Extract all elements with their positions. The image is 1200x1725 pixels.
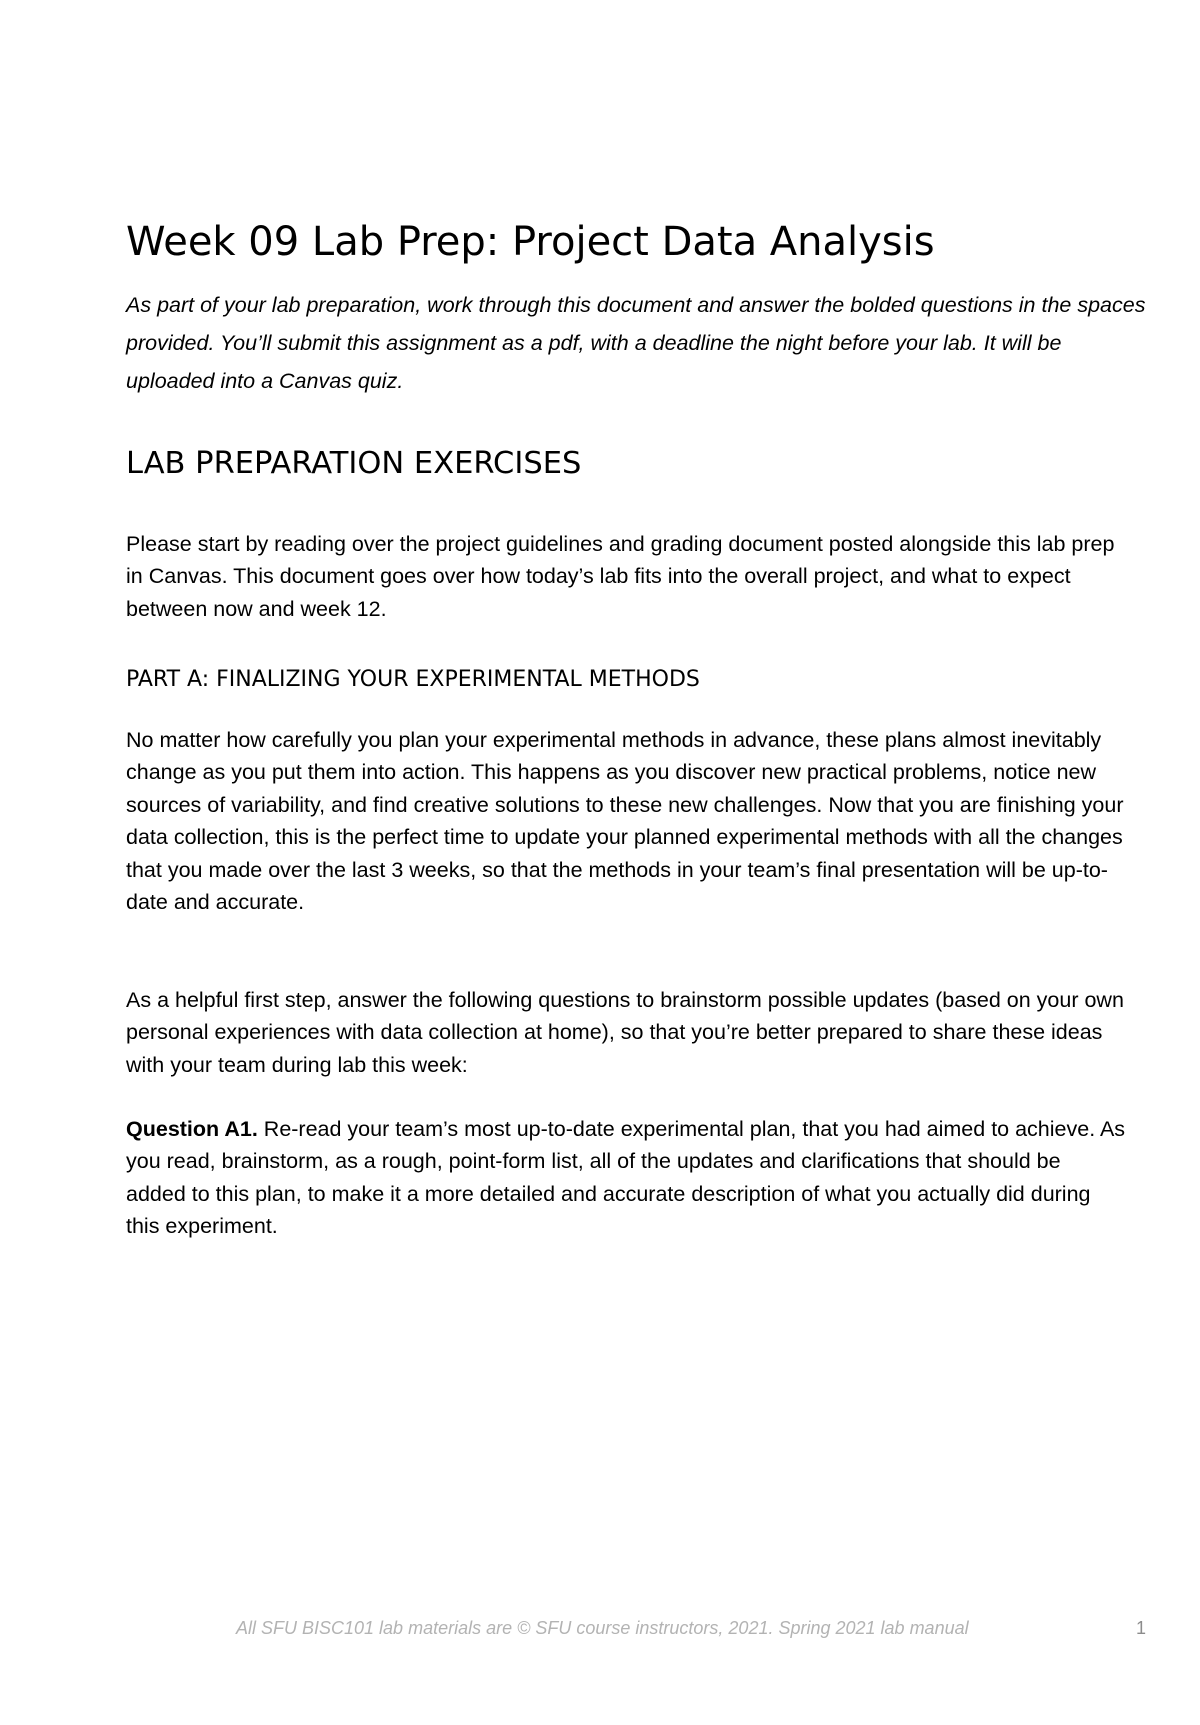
question-a1-text: Re-read your team’s most up-to-date experimental plan, that you had aimed to achieve. As you read, brainstorm, as a rough, point-form list, all of the updates and clarifications that should be added to this plan, to make it a more detailed and accurate description of what you actually did during this experiment.	[126, 1117, 1126, 1239]
footer-copyright: All SFU BISC101 lab materials are © SFU course instructors, 2021. Spring 2021 lab manual	[236, 1618, 969, 1638]
intro-instructions: As part of your lab preparation, work through this document and answer the bolded questions in the spaces provided. You’ll submit this assignment as a pdf, with a deadline the night before your lab. It will be uploaded into a Canvas quiz.	[126, 293, 1146, 393]
part-a-paragraph-methods: No matter how carefully you plan your experimental methods in advance, these plans almost inevitably change as you put them into action. This happens as you discover new practical problems, notice new sources of variability, and find creative solutions to these new challenges. Now that you are finishing your data collection, this is the perfect time to update your planned experimental methods with all the changes that you made over the last 3 weeks, so that the methods in your team’s final presentation will be up-to-date and accurate.	[126, 728, 1124, 915]
section-heading-lab-preparation: LAB PREPARATION EXERCISES	[126, 446, 582, 481]
page-number: 1	[1136, 1618, 1147, 1638]
question-a1-label: Question A1.	[126, 1117, 258, 1141]
part-a-paragraph-brainstorm: As a helpful first step, answer the following questions to brainstorm possible updates (based on your own personal experiences with data collection at home), so that you’re better prepared to share these ideas with your team during lab this week:	[126, 988, 1124, 1077]
page-footer	[0, 1614, 1200, 1642]
part-a-heading: PART A: FINALIZING YOUR EXPERIMENTAL METHODS	[126, 667, 700, 692]
question-a1	[126, 1113, 1126, 1243]
page-title: Week 09 Lab Prep: Project Data Analysis	[126, 219, 935, 265]
guidelines-paragraph: Please start by reading over the project guidelines and grading document posted alongside this lab prep in Canvas. This document goes over how today’s lab fits into the overall project, and what to expect between now and week 12.	[126, 532, 1115, 621]
